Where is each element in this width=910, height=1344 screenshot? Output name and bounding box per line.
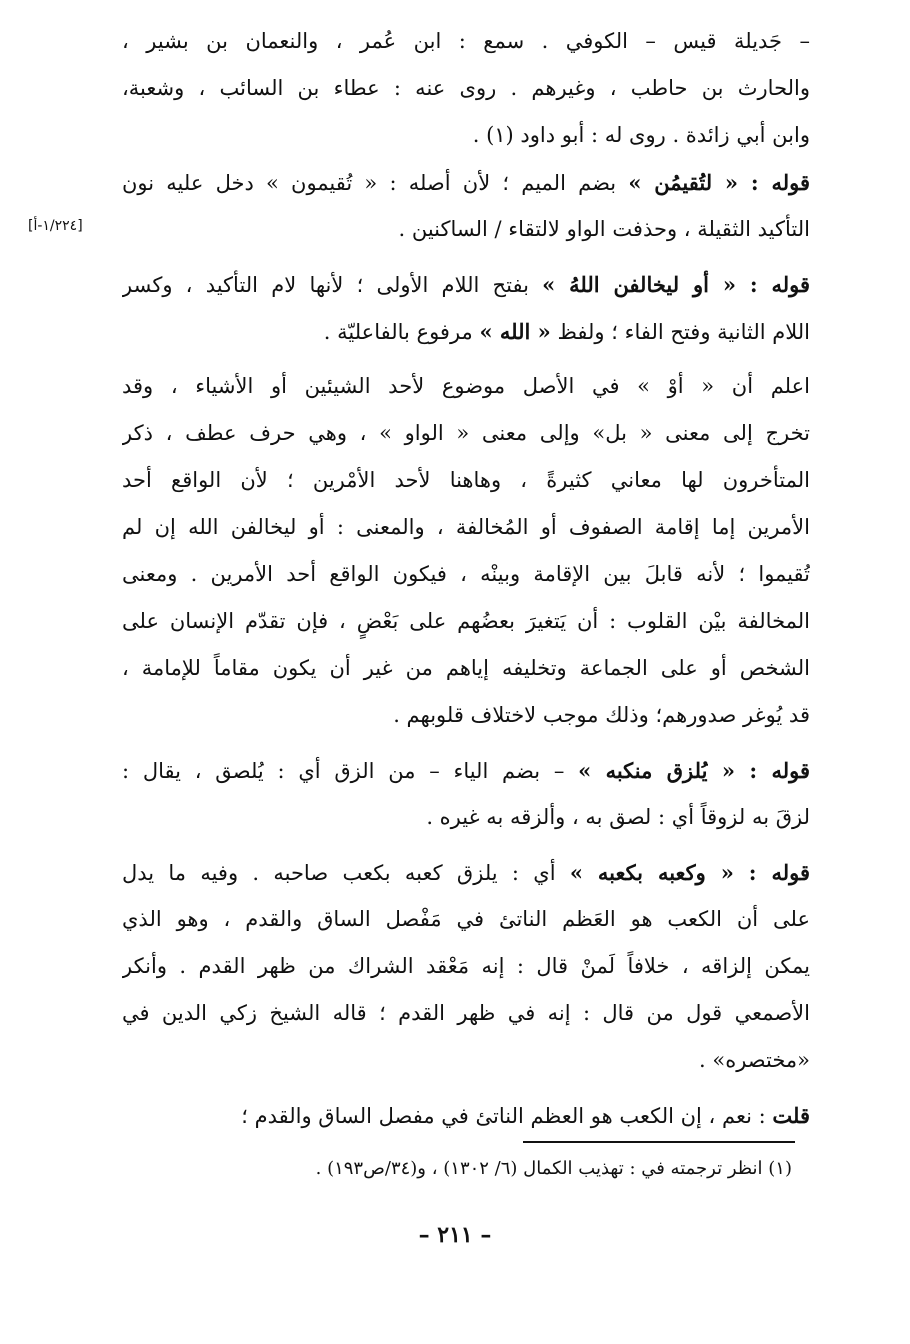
text-run: : نعم ، إن الكعب هو العظم الناتئ في مفصل الساق والقدم ؛ bbox=[241, 1104, 773, 1128]
text-line: «مختصره» . bbox=[699, 1048, 810, 1072]
text-line: لزقَ به لزوقاً أي : لصق به ، وألزقه به غيره . bbox=[426, 805, 810, 829]
text-line: التأكيد الثقيلة ، وحذفت الواو لالتقاء / الساكنين . bbox=[398, 217, 810, 241]
text-line: يمكن إلزاقه ، خلافاً لَمنْ قال : إنه مَعْقد الشراك من ظهر القدم . وأنكر bbox=[122, 954, 810, 978]
bold-lemma: قلت bbox=[772, 1103, 810, 1128]
text-line: تُقيموا ؛ لأنه قابلَ بين الإقامة وبينْه ، فيكون الواقع أحد الأمرين . ومعنى bbox=[122, 562, 810, 586]
text-line: وابن أبي زائدة . روى له : أبو داود (١) . bbox=[472, 123, 810, 147]
footnote: (١) انظر ترجمته في : تهذيب الكمال (٦/ ١٣٠٢) ، و(٣٤/ص١٩٣) . bbox=[315, 1158, 792, 1179]
text-line: الشخص أو على الجماعة وتخليفه إياهم من غير أن يكون مقاماً للإمامة ، bbox=[122, 656, 810, 680]
bold-lemma: قوله : « أو ليخالفن اللهُ » bbox=[542, 272, 810, 297]
text-run: أي : يلزق كعبه بكعب صاحبه . وفيه ما يدل bbox=[122, 861, 570, 885]
text-line bbox=[122, 261, 810, 308]
page-number: – ٢١١ – bbox=[418, 1222, 492, 1248]
text-run: اللام الثانية وفتح الفاء ؛ ولفظ bbox=[550, 320, 810, 344]
text-line bbox=[122, 159, 810, 206]
margin-note: [١/٢٢٤-أ] bbox=[28, 218, 83, 234]
footnote-divider bbox=[523, 1141, 795, 1143]
text-line: المخالفة بيْن القلوب : أن يَتغيرَ بعضُهم على بَعْضٍ ، فإن تقدّم الإنسان على bbox=[122, 609, 810, 633]
text-line: الأمرين إما إقامة الصفوف أو المُخالفة ، والمعنى : أو ليخالفن الله إن لم bbox=[122, 515, 810, 539]
text-run: بفتح اللام الأولى ؛ لأنها لام التأكيد ، وكسر bbox=[122, 273, 543, 297]
text-line bbox=[122, 1092, 810, 1139]
text-run: – بضم الياء – من الزق أي : يُلصق ، يقال : bbox=[122, 759, 579, 783]
text-line bbox=[122, 308, 810, 355]
text-line: على أن الكعب هو العَظم الناتئ في مَفْصل الساق والقدم ، وهو الذي bbox=[122, 907, 810, 931]
bold-word: « الله » bbox=[479, 319, 551, 344]
text-line: المتأخرون لها معاني كثيرةً ، وهاهنا لأحد الأمْرين ؛ لأن الواقع أحد bbox=[122, 468, 810, 492]
text-line: والحارث بن حاطب ، وغيرهم . روى عنه : عطاء بن السائب ، وشعبة، bbox=[122, 76, 810, 100]
text-line bbox=[122, 849, 810, 896]
main-text bbox=[122, 18, 810, 1139]
text-line: اعلم أن « أوْ » في الأصل موضوع لأحد الشيئين أو الأشياء ، وقد bbox=[122, 374, 810, 398]
text-line: تخرج إلى معنى « بل» وإلى معنى « الواو » ، وهي حرف عطف ، ذكر bbox=[122, 421, 810, 445]
text-line bbox=[122, 747, 810, 794]
bold-lemma: قوله : « لتُقيمُن » bbox=[628, 170, 810, 195]
text-run: بضم الميم ؛ لأن أصله : « تُقيمون » دخل عليه نون bbox=[122, 171, 629, 195]
text-line: – جَديلة قيس – الكوفي . سمع : ابن عُمر ، والنعمان بن بشير ، bbox=[122, 29, 810, 53]
bold-lemma: قوله : « يُلزق منكبه » bbox=[578, 758, 810, 783]
text-run: مرفوع بالفاعليّة . bbox=[323, 320, 480, 344]
text-line: الأصمعي قول من قال : إنه في ظهر القدم ؛ قاله الشيخ زكي الدين في bbox=[122, 1001, 810, 1025]
bold-lemma: قوله : « وكعبه بكعبه » bbox=[569, 860, 810, 885]
text-line: قد يُوغر صدورهم؛ وذلك موجب لاختلاف قلوبهم . bbox=[393, 703, 810, 727]
